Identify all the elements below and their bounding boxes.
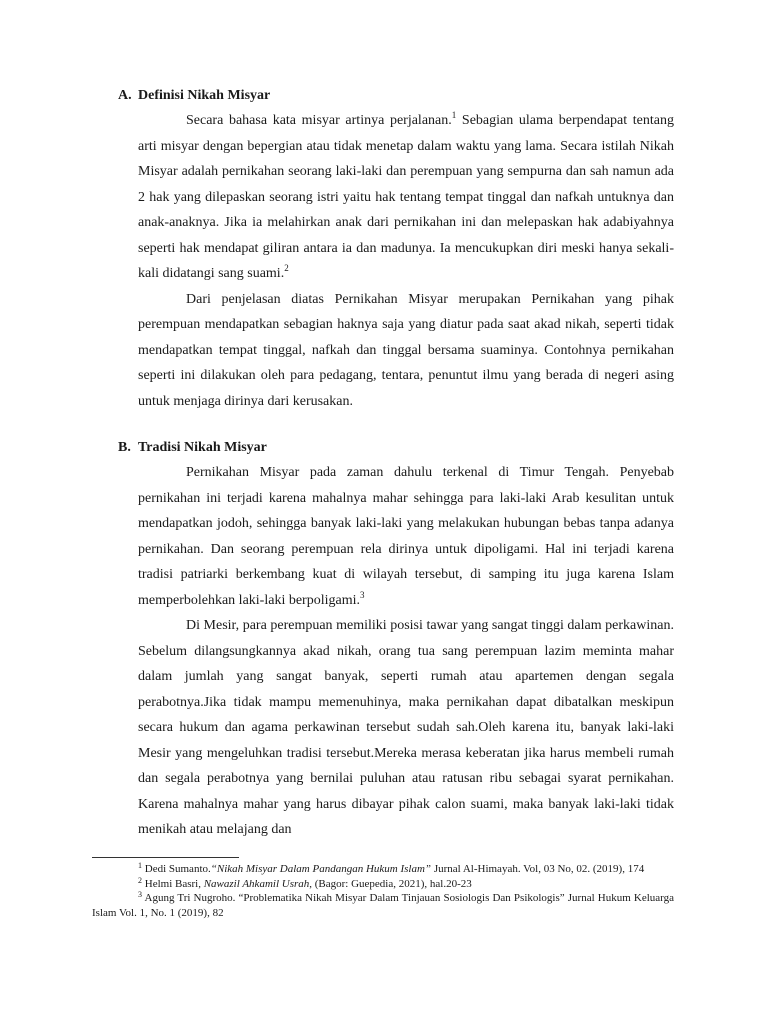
section-a-paragraph-2: Dari penjelasan diatas Pernikahan Misyar merupakan Pernikahan yang pihak perempuan mendapatkan sebagian haknya saja yang diatur pada saat akad nikah, seperti tidak mendapatkan tempat tinggal, nafkah dan tinggal bersama suaminya. Contohnya pernikahan seperti ini dilakukan oleh para pedagang, tentara, penuntut ilmu yang berada di negeri asing untuk menjaga dirinya dari kerusakan. xyxy=(138,291,674,409)
footnotes xyxy=(92,862,674,920)
section-a-body xyxy=(138,108,674,414)
footnote-title: Nawazil Ahkamil Usrah xyxy=(203,877,310,890)
paragraph-text: Sebagian ulama berpendapat tentang arti misyar dengan bepergian atau tidak menetap dalam waktu yang lama. Secara istilah Nikah Misyar adalah pernikahan seorang laki-laki dan perempuan yang sempurna dan sah namun ada 2 hak yang dilepaskan seorang istri yaitu hak tentang tempat tinggal dan nafkah untuknya dan anak-anaknya. Jika ia melahirkan anak dari pernikahan ini dan melepaskan hak adabiyahnya seperti hak mendapat giliran antara ia dan madunya. Ia mencukupkan diri meski hanya sekali-kali didatangi sang suami. xyxy=(138,113,674,281)
section-a-heading xyxy=(118,88,270,104)
footnote-2 xyxy=(92,877,674,892)
footnote-ref[interactable]: 2 xyxy=(284,263,289,273)
section-a-title: Definisi Nikah Misyar xyxy=(138,88,271,103)
footnote-ref[interactable]: 1 xyxy=(451,110,457,120)
footnote-text: Dedi Sumanto. xyxy=(142,863,211,875)
footnote-separator xyxy=(92,857,239,858)
footnote-ref[interactable]: 3 xyxy=(359,589,365,600)
footnote-number: 2 xyxy=(138,875,142,885)
section-a-marker: A. xyxy=(118,88,132,103)
footnote-text: , (Bagor: Guepedia, 2021), hal.20-23 xyxy=(309,877,472,890)
paragraph-text: Pernikahan Misyar pada zaman dahulu terkenal di Timur Tengah. Penyebab pernikahan ini terjadi karena mahalnya mahar sehingga para laki-laki Arab kesulitan untuk mendapatkan jodoh, sehingga banyak laki-laki yang melakukan hubungan bebas tanpa adanya pernikahan. Dan seorang perempuan rela dirinya untuk dipoligami. Hal ini terjadi karena tradisi patriarki berkembang kuat di wilayah tersebut, di samping itu juga karena Islam memperbolehkan laki-laki berpoligami. xyxy=(138,465,674,608)
footnote-1 xyxy=(92,862,674,877)
section-a-paragraph-1 xyxy=(138,108,674,287)
footnote-text: Helmi Basri, xyxy=(142,877,204,890)
footnote-number: 3 xyxy=(138,890,142,899)
footnote-3 xyxy=(92,891,674,920)
section-b-paragraph-1 xyxy=(138,460,674,613)
footnote-text: Agung Tri Nugroho. “Problematika Nikah Misyar Dalam Tinjauan Sosiologis Dan Psikologis” Jurnal Hukum Keluarga Islam Vol. 1, No. 1 (2019), 82 xyxy=(92,892,674,919)
section-b-title: Tradisi Nikah Misyar xyxy=(138,440,267,455)
paragraph-text: Secara bahasa kata misyar artinya perjalanan. xyxy=(186,113,452,128)
section-b-marker: B. xyxy=(118,440,131,455)
section-b-paragraph-2: Di Mesir, para perempuan memiliki posisi tawar yang sangat tinggi dalam perkawinan. Sebelum dilangsungkannya akad nikah, orang tua sang perempuan lazim meminta mahar dalam jumlah yang sangat banyak, seperti rumah atau apartemen dengan segala perabotnya.Jika tidak mampu memenuhinya, maka pernikahan dapat dibatalkan meskipun secara hukum dan agama perkawinan tersebut sudah sah.Oleh karena itu, banyak laki-laki Mesir yang mengeluhkan tradisi tersebut.Mereka merasa keberatan jika harus membeli rumah dan segala perabotnya yang bernilai puluhan atau ratusan ribu sebagai syarat pernikahan. Karena mahalnya mahar yang harus dibayar pihak calon suami, maka banyak laki-laki tidak menikah atau melajang dan xyxy=(138,618,674,837)
footnote-number: 1 xyxy=(138,861,142,870)
footnote-title: “Nikah Misyar Dalam Pandangan Hukum Islam” xyxy=(210,863,432,875)
section-b-heading xyxy=(118,440,267,456)
footnote-text: Jurnal Al-Himayah. Vol, 03 No, 02. (2019), 174 xyxy=(431,863,645,875)
section-b-body xyxy=(138,460,674,843)
